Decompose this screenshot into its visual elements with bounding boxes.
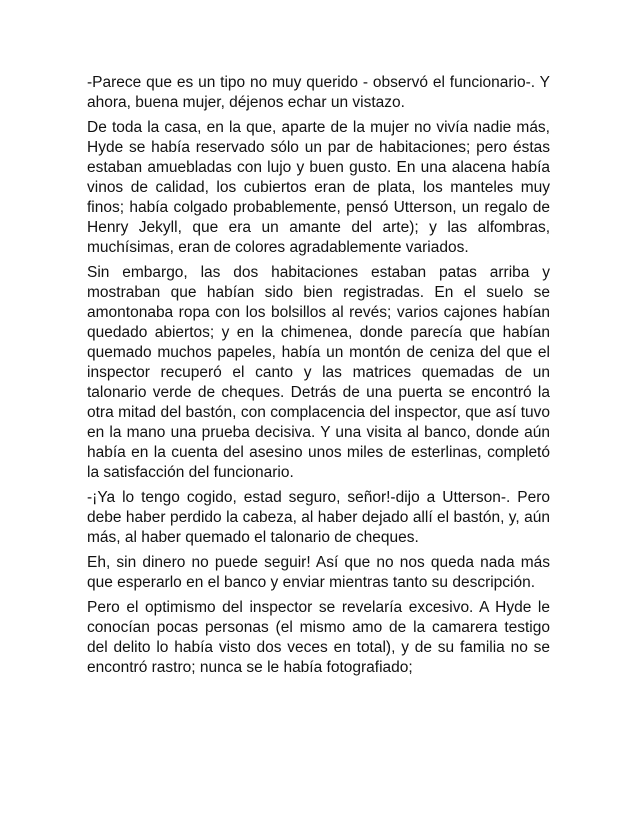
paragraph-5: Eh, sin dinero no puede seguir! Así que no nos queda nada más que esperarlo en el banco y enviar mientras tanto su descripción. — [87, 554, 550, 591]
document-page — [87, 73, 550, 683]
paragraph-2: De toda la casa, en la que, aparte de la mujer no vivía nadie más, Hyde se había reservado sólo un par de habitaciones; pero éstas estaban amuebladas con lujo y buen gusto. En una alacena había vinos de calidad, los cubiertos eran de plata, los manteles muy finos; había colgado probablemente, pensó Utterson, un regalo de Henry Jekyll, que era un amante del arte); y las alfombras, muchísimas, eran de colores agradablemente variados. — [87, 119, 550, 256]
paragraph-1: -Parece que es un tipo no muy querido - observó el funcionario-. Y ahora, buena mujer, déjenos echar un vistazo. — [87, 74, 550, 111]
paragraph-3: Sin embargo, las dos habitaciones estaban patas arriba y mostraban que habían sido bien registradas. En el suelo se amontonaba ropa con los bolsillos al revés; varios cajones habían quedado abiertos; y en la chimenea, donde parecía que habían quemado muchos papeles, había un montón de ceniza del que el inspector recuperó el canto y las matrices quemadas de un talonario verde de cheques. Detrás de una puerta se encontró la otra mitad del bastón, con complacencia del inspector, que así tuvo en la mano una prueba decisiva. Y una visita al banco, donde aún había en la cuenta del asesino unos miles de esterlinas, completó la satisfacción del funcionario. — [87, 264, 550, 481]
paragraph-6: Pero el optimismo del inspector se revelaría excesivo. A Hyde le conocían pocas personas (el mismo amo de la camarera testigo del delito lo había visto dos veces en total), y de su familia no se encontró rastro; nunca se le había fotografiado; — [87, 599, 550, 676]
paragraph-4: -¡Ya lo tengo cogido, estad seguro, señor!-dijo a Utterson-. Pero debe haber perdido la cabeza, al haber dejado allí el bastón, y, aún más, al haber quemado el talonario de cheques. — [87, 489, 550, 546]
